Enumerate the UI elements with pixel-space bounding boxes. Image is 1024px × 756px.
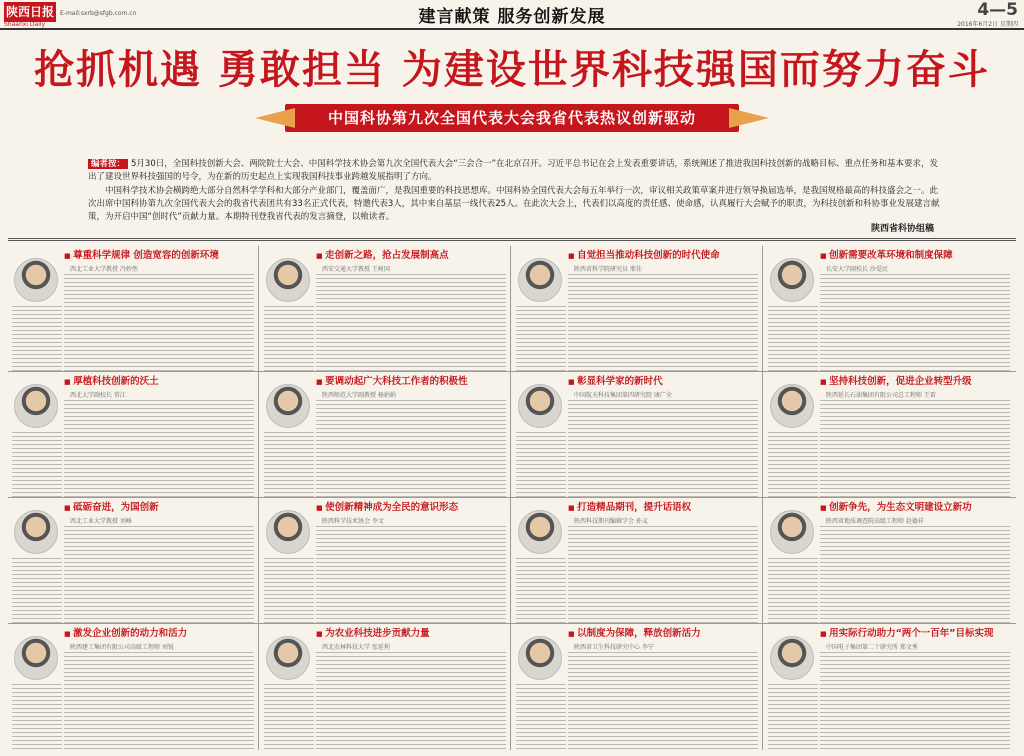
author-portrait [518,510,562,554]
newspaper-logo-english: Shaanxi Daily [4,21,46,28]
article-author: 西北农林科技大学 张延利 [322,644,390,651]
article-body-text [820,274,1010,371]
article-title: ■ 用实际行动助力“两个一百年”目标实现 [820,626,1010,641]
article-author: 陕西科技期刊编辑学会 孙义 [574,518,648,525]
article-body-text-left [264,558,314,623]
article-title: ■ 要调动起广大科技工作者的积极性 [316,374,506,389]
article-title: ■ 打造精品期刊，提升话语权 [568,500,758,515]
article-title: ■ 厚植科技创新的沃土 [64,374,254,389]
article-author: 西北工业大学教授 冯妙然 [70,266,138,273]
issue-date: 2016年6月2日 星期四 [957,21,1018,28]
article-title: ■ 创新需要改革环境和制度保障 [820,248,1010,263]
article-author: 西北大学副校长 常江 [70,392,126,399]
section-title: 建言献策 服务创新发展 [418,7,606,27]
article-card [8,500,256,623]
article-title: ■ 创新争先，为生态文明建设立新功 [820,500,1010,515]
main-headline: 抢抓机遇 勇敢担当 为建设世界科技强国而努力奋斗 [34,47,990,93]
author-portrait [266,636,310,680]
article-title: ■ 激发企业创新的动力和活力 [64,626,254,641]
author-portrait [770,636,814,680]
article-body-text [820,652,1010,749]
page-number: 4—5 [977,0,1018,20]
article-card [764,248,1012,371]
section-divider [8,238,1016,241]
article-body-text [316,274,506,371]
author-portrait [266,384,310,428]
article-body-text [316,400,506,497]
article-body-text-left [264,684,314,749]
article-author: 西安交通大学教授 王树国 [322,266,390,273]
article-body-text [64,526,254,623]
editor-note [88,158,940,225]
column-rule [258,246,259,750]
article-card [260,500,508,623]
article-author: 陕西延长石油集团有限公司总工程师 王雷 [826,392,936,399]
article-body-text-left [12,432,62,497]
article-author: 陕西师范大学副教授 杨娟娟 [322,392,396,399]
editor-note-tag: 编者按： [88,159,128,169]
row-rule [8,497,1016,498]
row-rule [8,371,1016,372]
article-body-text-left [516,684,566,749]
article-card [8,248,256,371]
article-body-text-left [516,306,566,371]
article-body-text-left [12,684,62,749]
author-portrait [14,384,58,428]
article-author: 西北工业大学教授 刘峰 [70,518,132,525]
article-title: ■ 以制度为保障，释放创新活力 [568,626,758,641]
article-body-text [568,400,758,497]
article-body-text [316,526,506,623]
article-title: ■ 彰显科学家的新时代 [568,374,758,389]
article-author: 中国电子集团第二十研究所 郑文秀 [826,644,918,651]
article-body-text-left [264,432,314,497]
article-body-text [64,652,254,749]
article-body-text-left [768,684,818,749]
author-portrait [14,636,58,680]
article-body-text-left [516,432,566,497]
editor-note-paragraph-1: 5月30日，全国科技创新大会、两院院士大会、中国科学技术协会第九次全国代表大会“三会合一”在北京召开。习近平总书记在会上发表重要讲话，系统阐述了推进我国科技创新的战略目标、重点任务和基本要求，发出了建设世界科技强国的号令，为在新的历史起点上实现我国科技事业跨越发展指明了方向。 [88,159,939,182]
article-title: ■ 走创新之路，抢占发展制高点 [316,248,506,263]
article-title: ■ 使创新精神成为全民的意识形态 [316,500,506,515]
article-title: ■ 尊重科学规律 创造宽容的创新环境 [64,248,254,263]
article-body-text [820,400,1010,497]
newspaper-logo: 陕西日报 [4,2,56,22]
article-author: 中国航天科技集团第四研究院 康广全 [574,392,672,399]
article-body-text [568,652,758,749]
article-card [764,626,1012,749]
author-portrait [266,258,310,302]
article-title: ■ 自觉担当推动科技创新的时代使命 [568,248,758,263]
article-title: ■ 坚持科技创新，促进企业转型升级 [820,374,1010,389]
byline: 陕西省科协组稿 [870,224,934,234]
author-portrait [770,384,814,428]
article-body-text-left [12,558,62,623]
article-body-text [568,526,758,623]
article-card [260,248,508,371]
article-body-text [820,526,1010,623]
author-portrait [14,510,58,554]
editor-note-paragraph-2: 中国科学技术协会横跨绝大部分自然科学学科和大部分产业部门，覆盖面广，是我国重要的科技思想库。中国科协全国代表大会每五年举行一次，审议相关政策草案并进行领导换届选举，是我国规格最高的科技盛会之一。此次出席中国科协第九次全国代表大会的我省代表团共有33名正式代表，特邀代表3人，其中来自基层一线代表25人。在此次大会上，代表们以高度的责任感、使命感，认真履行大会赋予的职责，为科技创新和科协事业发展建言献策，为开启中国“创时代”贡献力量。本期特刊登我省代表的发言摘登，以飨读者。 [88,186,940,222]
author-portrait [518,636,562,680]
author-portrait [14,258,58,302]
author-portrait [770,510,814,554]
author-portrait [770,258,814,302]
author-portrait [518,384,562,428]
article-card [260,626,508,749]
column-rule [762,246,763,750]
article-card [512,500,760,623]
article-card [764,500,1012,623]
article-title: ■ 砥砺奋进，为国创新 [64,500,254,515]
article-body-text-left [768,306,818,371]
row-rule [8,623,1016,624]
column-rule [510,246,511,750]
article-body-text [64,400,254,497]
article-card [512,248,760,371]
article-title: ■ 为农业科技进步贡献力量 [316,626,506,641]
article-author: 长安大学副校长 沙爱民 [826,266,888,273]
article-author: 陕西建工集团有限公司高级工程师 刘锐 [70,644,174,651]
article-body-text-left [768,432,818,497]
author-portrait [266,510,310,554]
subtitle-banner [285,104,739,132]
article-body-text-left [768,558,818,623]
article-body-text [568,274,758,371]
article-author: 陕西省科学院研究员 邢佳 [574,266,642,273]
article-card [260,374,508,497]
article-card [512,374,760,497]
author-portrait [518,258,562,302]
article-body-text-left [516,558,566,623]
subtitle-banner-text: 中国科协第九次全国代表大会我省代表热议创新驱动 [327,109,696,127]
article-body-text-left [264,306,314,371]
article-author: 陕西省卫生科技研究中心 李宁 [574,644,654,651]
article-body-text-left [12,306,62,371]
masthead [0,0,1024,30]
article-body-text [316,652,506,749]
article-card [8,374,256,497]
article-card [512,626,760,749]
article-author: 陕西科学技术协会 李文 [322,518,384,525]
contact-email: E-mail:sxrb@sfgb.com.cn [60,10,137,17]
article-body-text [64,274,254,371]
article-author: 陕西省地质调查院高级工程师 赵德祥 [826,518,924,525]
article-card [764,374,1012,497]
article-card [8,626,256,749]
